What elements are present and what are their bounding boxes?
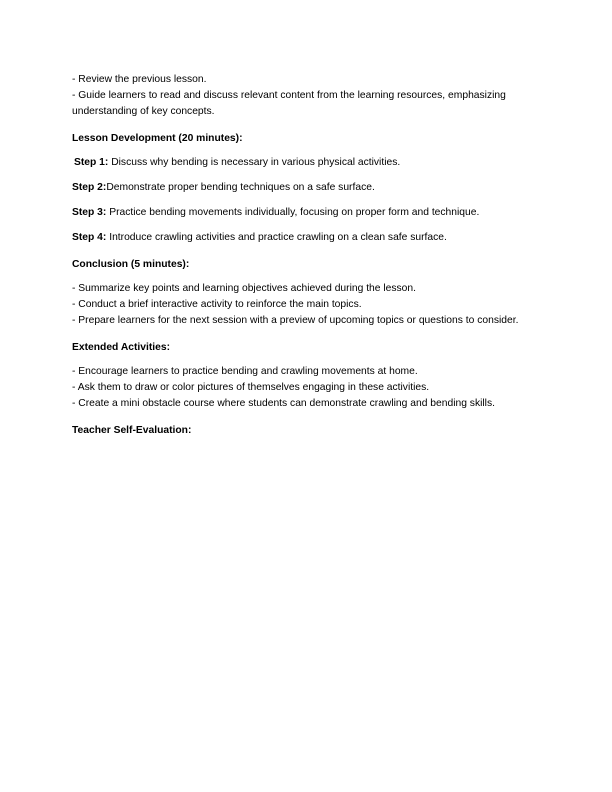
extended-activity-line: - Encourage learners to practice bending and crawling movements at home.	[72, 366, 418, 377]
extended-activity-line: - Ask them to draw or color pictures of themselves engaging in these activities.	[72, 382, 430, 393]
step-label: Step 2:	[72, 182, 107, 193]
intro-line: - Review the previous lesson.	[72, 74, 207, 85]
step-label: Step 4:	[72, 232, 107, 243]
conclusion-line: - Conduct a brief interactive activity to reinforce the main topics.	[72, 299, 362, 310]
step-item	[72, 180, 540, 196]
conclusion-heading: Conclusion (5 minutes):	[72, 259, 190, 270]
step-text: Demonstrate proper bending techniques on a safe surface.	[106, 182, 375, 193]
step-label: Step 1:	[74, 157, 109, 168]
step-text: Introduce crawling activities and practice crawling on a clean safe surface.	[106, 232, 447, 243]
step-text: Discuss why bending is necessary in various physical activities.	[108, 157, 401, 168]
step-item	[72, 205, 540, 221]
lesson-development-heading: Lesson Development (20 minutes):	[72, 133, 243, 144]
intro-line: - Guide learners to read and discuss relevant content from the learning resources, emphasizing understanding of key concepts.	[72, 90, 506, 117]
conclusion-line: - Prepare learners for the next session with a preview of upcoming topics or questions to consider.	[72, 315, 519, 326]
step-label: Step 3:	[72, 207, 107, 218]
step-item	[72, 155, 540, 171]
document-content	[72, 72, 540, 439]
extended-activity-line: - Create a mini obstacle course where students can demonstrate crawling and bending skills.	[72, 398, 495, 409]
step-item	[72, 230, 540, 246]
conclusion-line: - Summarize key points and learning objectives achieved during the lesson.	[72, 283, 416, 294]
self-evaluation-heading: Teacher Self-Evaluation:	[72, 425, 192, 436]
step-text: Practice bending movements individually, focusing on proper form and technique.	[106, 207, 480, 218]
extended-activities-heading: Extended Activities:	[72, 342, 171, 353]
